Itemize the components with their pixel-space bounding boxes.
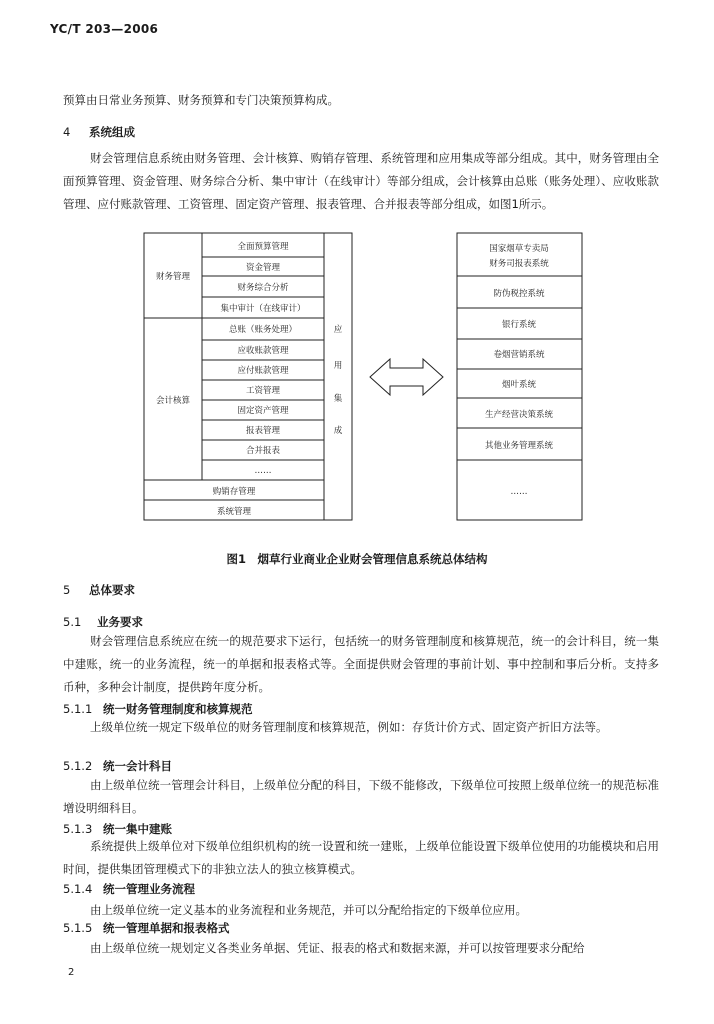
right-item-leaf: 烟叶系统	[501, 380, 537, 390]
figure-caption: 图1 烟草行业商业企业财会管理信息系统总体结构	[226, 552, 488, 566]
section-title: 总体要求	[89, 583, 135, 597]
group-finance: 财务管理	[155, 272, 191, 282]
item-consolidated: 合并报表	[245, 446, 281, 456]
section-5-1-paragraph: 财会管理信息系统应在统一的规范要求下运行，包括统一的财务管理制度和核算规范，统一的会计科目，统一集中建账，统一的业务流程，统一的单据和报表格式等。全面提供财会管理的事前计划、事中控制和事后分析。支持多币种，多种会计制度，提供跨年度分析。	[63, 634, 659, 694]
item-analysis: 财务综合分析	[237, 283, 289, 293]
right-item-decision: 生产经营决策系统	[484, 410, 554, 420]
right-item-anti-counterfeit: 防伪税控系统	[493, 289, 545, 299]
group-accounting: 会计核算	[155, 396, 191, 406]
section-5-heading	[63, 582, 135, 598]
right-item-bank: 银行系统	[501, 320, 537, 330]
integration-char-2: 用	[333, 361, 343, 371]
right-item-tax-bureau-line1: 国家烟草专卖局	[489, 244, 549, 254]
section-5-1-2-heading	[63, 758, 172, 774]
section-5-1-3-paragraph: 系统提供上级单位对下级单位组织机构的统一设置和统一建账，上级单位能设置下级单位使用的功能模块和启用时间，提供集团管理模式下的非独立法人的独立核算模式。	[63, 839, 659, 876]
section-title: 统一管理单据和报表格式	[103, 921, 230, 935]
item-receivable: 应收账款管理	[237, 346, 289, 356]
double-arrow-icon	[370, 359, 443, 395]
section-5-1-1-paragraph: 上级单位统一规定下级单位的财务管理制度和核算规范，例如：存货计价方式、固定资产折旧方法等。	[90, 720, 608, 734]
section-5-1-5-paragraph: 由上级单位统一规划定义各类业务单据、凭证、报表的格式和数据来源，并可以按管理要求分配给	[90, 941, 585, 955]
section-title: 统一财务管理制度和核算规范	[103, 702, 253, 716]
integration-char-1: 应	[333, 325, 343, 335]
item-system-admin: 系统管理	[216, 507, 252, 517]
section-number: 5.1.4	[63, 882, 93, 896]
right-item-marketing: 卷烟营销系统	[493, 350, 545, 360]
section-5-1-1-heading	[63, 701, 253, 717]
item-payroll: 工资管理	[245, 386, 281, 396]
section-title: 统一管理业务流程	[103, 882, 195, 896]
item-budget: 全面预算管理	[237, 242, 289, 252]
integration-char-4: 成	[333, 426, 343, 436]
section-title: 业务要求	[97, 615, 143, 629]
section-number: 5.1.1	[63, 702, 93, 716]
section-number: 5.1.5	[63, 921, 93, 935]
item-fund: 资金管理	[245, 263, 281, 273]
integration-char-3: 集	[333, 394, 343, 404]
page-number: 2	[68, 967, 75, 978]
section-title: 统一集中建账	[103, 822, 172, 836]
intro-line: 预算由日常业务预算、财务预算和专门决策预算构成。	[63, 93, 339, 107]
section-number: 5	[63, 583, 71, 597]
section-number: 5.1.2	[63, 759, 93, 773]
section-title: 统一会计科目	[103, 759, 172, 773]
section-5-1-2-paragraph: 由上级单位统一管理会计科目，上级单位分配的科目，下级不能修改，下级单位可按照上级单位统一的规范标准增设明细科目。	[63, 778, 659, 815]
section-number: 5.1.3	[63, 822, 93, 836]
item-fixed-assets: 固定资产管理	[237, 406, 289, 416]
section-5-1-4-paragraph: 由上级单位统一定义基本的业务流程和业务规范，并可以分配给指定的下级单位应用。	[90, 903, 527, 917]
section-number: 5.1	[63, 615, 82, 629]
right-item-ellipsis: ……	[510, 487, 528, 497]
item-reports: 报表管理	[245, 426, 281, 436]
item-payable: 应付账款管理	[237, 366, 289, 376]
section-title: 系统组成	[89, 125, 135, 139]
section-number: 4	[63, 125, 71, 139]
item-inventory: 购销存管理	[212, 487, 256, 497]
item-ledger: 总账（账务处理）	[228, 325, 298, 335]
standard-code: YC/T 203—2006	[50, 22, 159, 36]
section-4-paragraph: 财会管理信息系统由财务管理、会计核算、购销存管理、系统管理和应用集成等部分组成。其中，财务管理由全面预算管理、资金管理、财务综合分析、集中审计（在线审计）等部分组成，会计核算由总账（账务处理）、应收账款管理、应付账款管理、工资管理、固定资产管理、报表管理、合并报表等部分组成，如图1所示。	[63, 151, 659, 211]
right-item-tax-bureau-line2: 财务司报表系统	[489, 259, 549, 269]
item-ellipsis: ……	[254, 466, 272, 476]
section-5-1-4-heading	[63, 881, 195, 897]
right-item-other: 其他业务管理系统	[484, 441, 554, 451]
section-5-1-heading	[63, 614, 143, 630]
section-5-1-5-heading	[63, 920, 230, 936]
item-audit: 集中审计（在线审计）	[220, 304, 306, 314]
